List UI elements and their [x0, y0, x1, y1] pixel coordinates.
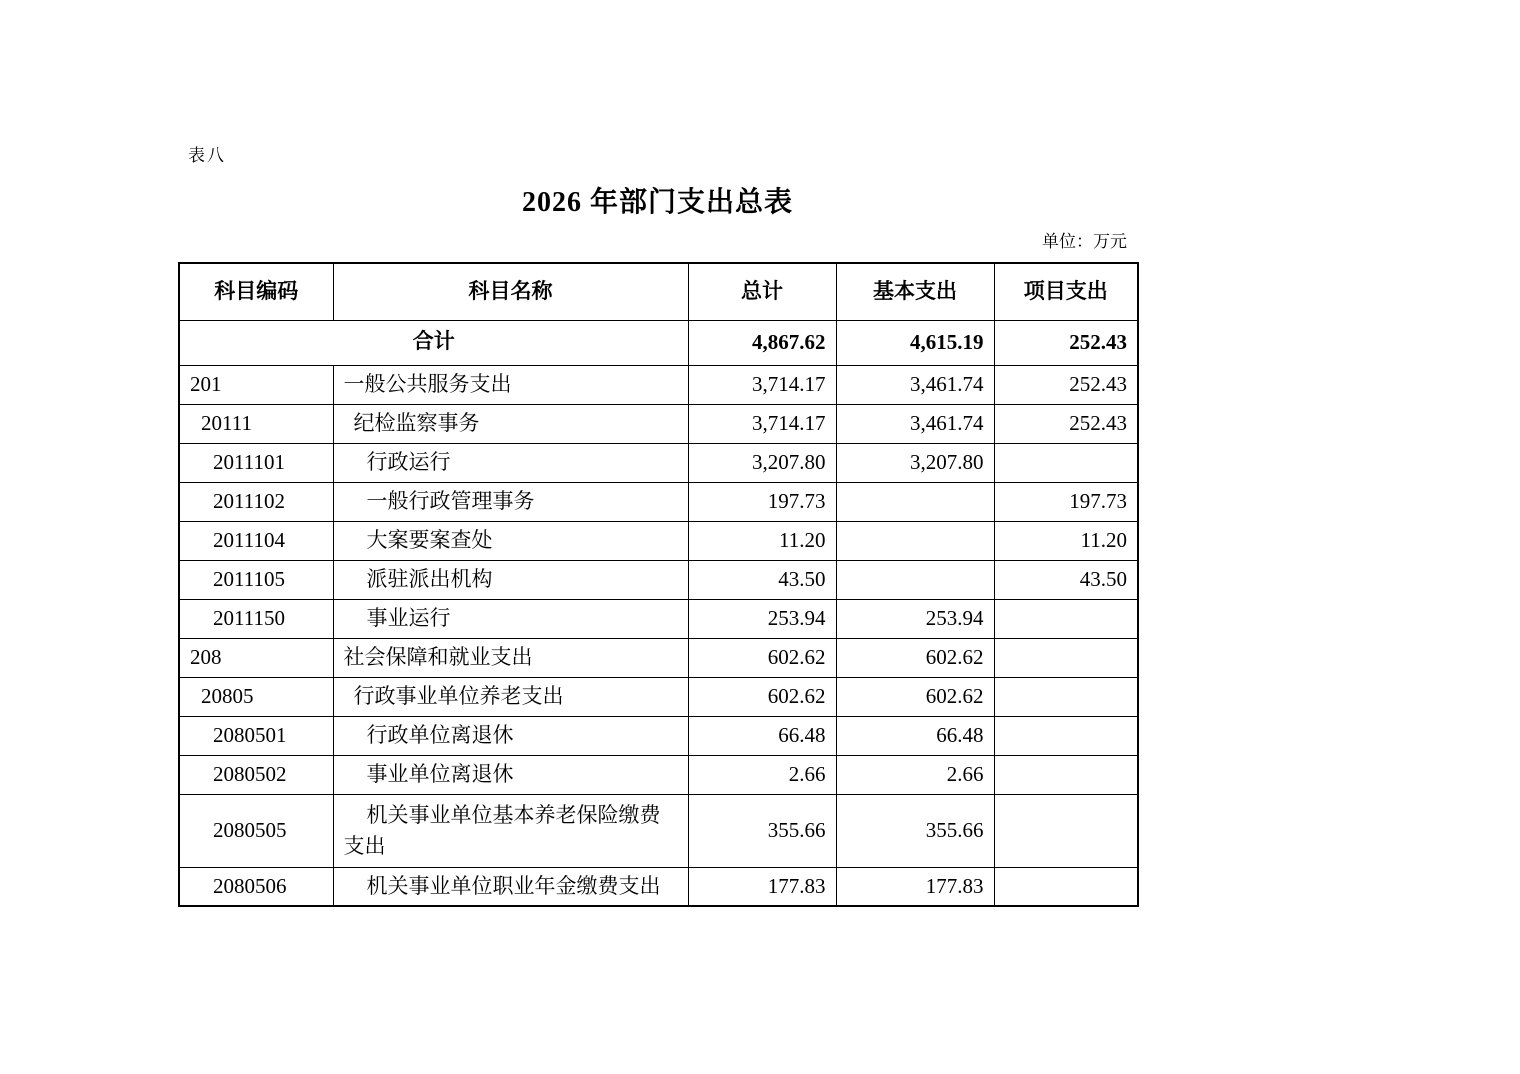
basic-cell: 2.66 [836, 755, 994, 794]
basic-cell [836, 521, 994, 560]
total-cell: 3,207.80 [688, 443, 836, 482]
name-cell: 一般行政管理事务 [333, 482, 688, 521]
basic-cell: 3,207.80 [836, 443, 994, 482]
project-cell [994, 443, 1138, 482]
table-row [179, 482, 1138, 521]
total-cell: 11.20 [688, 521, 836, 560]
code-cell: 2011102 [179, 482, 333, 521]
total-cell: 197.73 [688, 482, 836, 521]
basic-cell: 66.48 [836, 716, 994, 755]
table-row [179, 794, 1138, 867]
table-row [179, 867, 1138, 906]
table-row [179, 521, 1138, 560]
total-cell: 177.83 [688, 867, 836, 906]
basic-cell: 602.62 [836, 638, 994, 677]
total-cell: 4,867.62 [688, 320, 836, 365]
total-cell: 253.94 [688, 599, 836, 638]
code-cell: 2011104 [179, 521, 333, 560]
table-row [179, 404, 1138, 443]
name-cell: 纪检监察事务 [333, 404, 688, 443]
name-cell: 社会保障和就业支出 [333, 638, 688, 677]
header-cell-project: 项目支出 [994, 263, 1138, 320]
project-cell [994, 599, 1138, 638]
code-cell: 20805 [179, 677, 333, 716]
name-cell: 行政单位离退休 [333, 716, 688, 755]
basic-cell: 177.83 [836, 867, 994, 906]
project-cell [994, 755, 1138, 794]
basic-cell: 3,461.74 [836, 404, 994, 443]
name-cell: 派驻派出机构 [333, 560, 688, 599]
table-header-row [179, 263, 1138, 320]
code-cell: 2080506 [179, 867, 333, 906]
table-row [179, 365, 1138, 404]
name-cell: 大案要案查处 [333, 521, 688, 560]
project-cell: 11.20 [994, 521, 1138, 560]
total-cell: 602.62 [688, 677, 836, 716]
code-cell: 2080502 [179, 755, 333, 794]
header-cell-total: 总计 [688, 263, 836, 320]
project-cell: 252.43 [994, 404, 1138, 443]
total-cell: 355.66 [688, 794, 836, 867]
name-cell: 行政运行 [333, 443, 688, 482]
basic-cell [836, 482, 994, 521]
grand-total-label: 合计 [179, 320, 688, 365]
name-cell: 事业单位离退休 [333, 755, 688, 794]
header-cell-code: 科目编码 [179, 263, 333, 320]
header-cell-basic: 基本支出 [836, 263, 994, 320]
code-cell: 2080501 [179, 716, 333, 755]
name-cell: 行政事业单位养老支出 [333, 677, 688, 716]
project-cell [994, 638, 1138, 677]
project-cell [994, 794, 1138, 867]
basic-cell: 602.62 [836, 677, 994, 716]
unit-label: 单位：万元 [1042, 232, 1127, 251]
code-cell: 201 [179, 365, 333, 404]
basic-cell: 253.94 [836, 599, 994, 638]
code-cell: 2011150 [179, 599, 333, 638]
table-row [179, 443, 1138, 482]
table-row [179, 638, 1138, 677]
name-cell: 事业运行 [333, 599, 688, 638]
code-cell: 2011105 [179, 560, 333, 599]
expenditure-table [178, 262, 1139, 907]
sheet-label: 表八 [188, 146, 226, 165]
name-cell: 一般公共服务支出 [333, 365, 688, 404]
total-cell: 3,714.17 [688, 404, 836, 443]
project-cell [994, 867, 1138, 906]
table-row [179, 560, 1138, 599]
code-cell: 2080505 [179, 794, 333, 867]
table-row [179, 677, 1138, 716]
code-cell: 208 [179, 638, 333, 677]
project-cell [994, 716, 1138, 755]
page-title: 2026 年部门支出总表 [521, 187, 793, 218]
project-cell: 252.43 [994, 320, 1138, 365]
basic-cell: 4,615.19 [836, 320, 994, 365]
basic-cell [836, 560, 994, 599]
project-cell: 197.73 [994, 482, 1138, 521]
table-row [179, 599, 1138, 638]
code-cell: 20111 [179, 404, 333, 443]
total-cell: 66.48 [688, 716, 836, 755]
total-cell: 2.66 [688, 755, 836, 794]
name-cell: 机关事业单位职业年金缴费支出 [333, 867, 688, 906]
project-cell [994, 677, 1138, 716]
project-cell: 252.43 [994, 365, 1138, 404]
total-cell: 3,714.17 [688, 365, 836, 404]
project-cell: 43.50 [994, 560, 1138, 599]
basic-cell: 3,461.74 [836, 365, 994, 404]
code-cell: 2011101 [179, 443, 333, 482]
header-cell-name: 科目名称 [333, 263, 688, 320]
grand-total-row [179, 320, 1138, 365]
table-row [179, 716, 1138, 755]
total-cell: 43.50 [688, 560, 836, 599]
basic-cell: 355.66 [836, 794, 994, 867]
total-cell: 602.62 [688, 638, 836, 677]
table-row [179, 755, 1138, 794]
name-cell: 机关事业单位基本养老保险缴费支出 [333, 794, 688, 867]
